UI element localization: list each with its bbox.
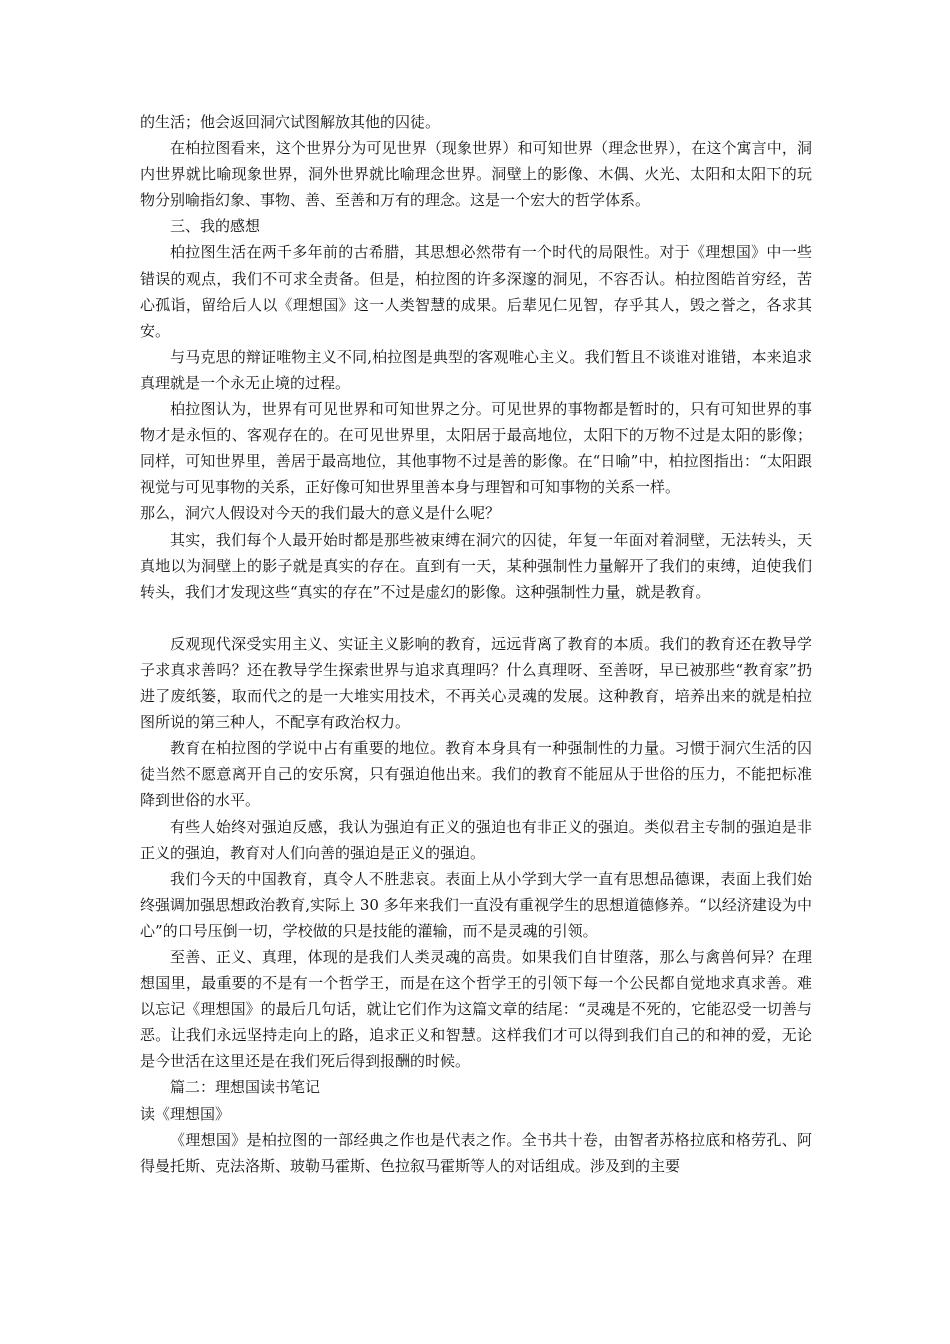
paragraph-compulsion: 有些人始终对强迫反感，我认为强迫有正义的强迫也有非正义的强迫。类似君主专制的强迫是非正义的强迫，教育对人们向善的强迫是正义的强迫。 bbox=[140, 817, 812, 862]
paragraph-marx-comparison: 与马克思的辩证唯物主义不同,柏拉图是典型的客观唯心主义。我们暂且不谈谁对谁错，本来追求真理就是一个永无止境的过程。 bbox=[140, 347, 812, 392]
paragraph-plato-era: 柏拉图生活在两千多年前的古希腊，其思想必然带有一个时代的局限性。对于《理想国》中一些错误的观点，我们不可求全责备。但是，柏拉图的许多深邃的洞见，不容否认。柏拉图皓首穷经，苦心孤诣，留给后人以《理想国》这一人类智慧的成果。后辈见仁见智，存乎其人，毁之誉之，各求其安。 bbox=[140, 243, 812, 340]
section-heading-part-two: 篇二：理想国读书笔记 bbox=[170, 1078, 321, 1097]
paragraph-sun-analogy: 柏拉图认为，世界有可见世界和可知世界之分。可见世界的事物都是暂时的，只有可知世界的事物才是永恒的、客观存在的。在可见世界里，太阳居于最高地位，太阳下的万物不过是太阳的影像；同样，可知世界里，善居于最高地位，其他事物不过是善的影像。在“日喻”中，柏拉图指出：“太阳跟视觉与可见事物的关系，正好像可知世界里善本身与理智和可知事物的关系一样。 bbox=[140, 400, 812, 497]
paragraph-conclusion: 至善、正义、真理，体现的是我们人类灵魂的高贵。如果我们自甘堕落，那么与禽兽何异？在理想国里，最重要的不是有一个哲学王，而是在这个哲学王的引领下每一个公民都自觉地求真求善。难以忘记《理想国》的最后几句话，就让它们作为这篇文章的结尾：“灵魂是不死的，它能忍受一切善与恶。让我们永远坚持走向上的路，追求正义和智慧。这样我们才可以得到我们自己的和神的爱，无论是今世活在这里还是在我们死后得到报酬的时候。 bbox=[140, 948, 812, 1071]
paragraph-plato-worlds: 在柏拉图看来，这个世界分为可见世界（现象世界）和可知世界（理念世界），在这个寓言中，洞内世界就比喻现象世界，洞外世界就比喻理念世界。洞壁上的影像、木偶、火光、太阳和太阳下的玩物分别喻指幻象、事物、善、至善和万有的理念。这是一个宏大的哲学体系。 bbox=[140, 139, 812, 210]
blank-line bbox=[140, 605, 812, 631]
paragraph-chinese-education: 我们今天的中国教育，真令人不胜悲哀。表面上从小学到大学一直有思想品德课，表面上我们始终强调加强思想政治教育,实际上 30 多年来我们一直没有重视学生的思想道德修养。“以经济建设为中心”的口号压倒一切，学校做的只是技能的灌输，而不是灵魂的引领。 bbox=[140, 869, 812, 940]
section-heading-reflections: 三、我的感想 bbox=[170, 217, 261, 236]
paragraph-republic-intro: 《理想国》是柏拉图的一部经典之作也是代表之作。全书共十卷，由智者苏格拉底和格劳孔、阿得曼托斯、克法洛斯、玻勒马霍斯、色拉叙马霍斯等人的对话组成。涉及到的主要 bbox=[140, 1130, 812, 1175]
document-page bbox=[140, 109, 812, 1179]
paragraph-prisoners: 其实，我们每个人最开始时都是那些被束缚在洞穴的囚徒，年复一年面对着洞壁，无法转头，天真地以为洞壁上的影子就是真实的存在。直到有一天，某种强制性力量解开了我们的束缚，迫使我们转头，我们才发现这些“真实的存在”不过是虚幻的影像。这种强制性力量，就是教育。 bbox=[140, 530, 812, 601]
paragraph-question: 那么，洞穴人假设对今天的我们最大的意义是什么呢？ bbox=[140, 504, 501, 523]
paragraph-education-role: 教育在柏拉图的学说中占有重要的地位。教育本身具有一种强制性的力量。习惯于洞穴生活的囚徒当然不愿意离开自己的安乐窝，只有强迫他出来。我们的教育不能屈从于世俗的压力，不能把标准降到世俗的水平。 bbox=[140, 739, 812, 810]
subheading-read-republic: 读《理想国》 bbox=[140, 1104, 231, 1123]
paragraph-modern-education: 反观现代深受实用主义、实证主义影响的教育，远远背离了教育的本质。我们的教育还在教导学子求真求善吗？还在教导学生探索世界与追求真理吗？什么真理呀、至善呀，早已被那些“教育家”扔进了废纸篓，取而代之的是一大堆实用技术，不再关心灵魂的发展。这种教育，培养出来的就是柏拉图所说的第三种人，不配享有政治权力。 bbox=[140, 634, 812, 732]
paragraph-continuation: 的生活；他会返回洞穴试图解放其他的囚徒。 bbox=[140, 113, 441, 131]
